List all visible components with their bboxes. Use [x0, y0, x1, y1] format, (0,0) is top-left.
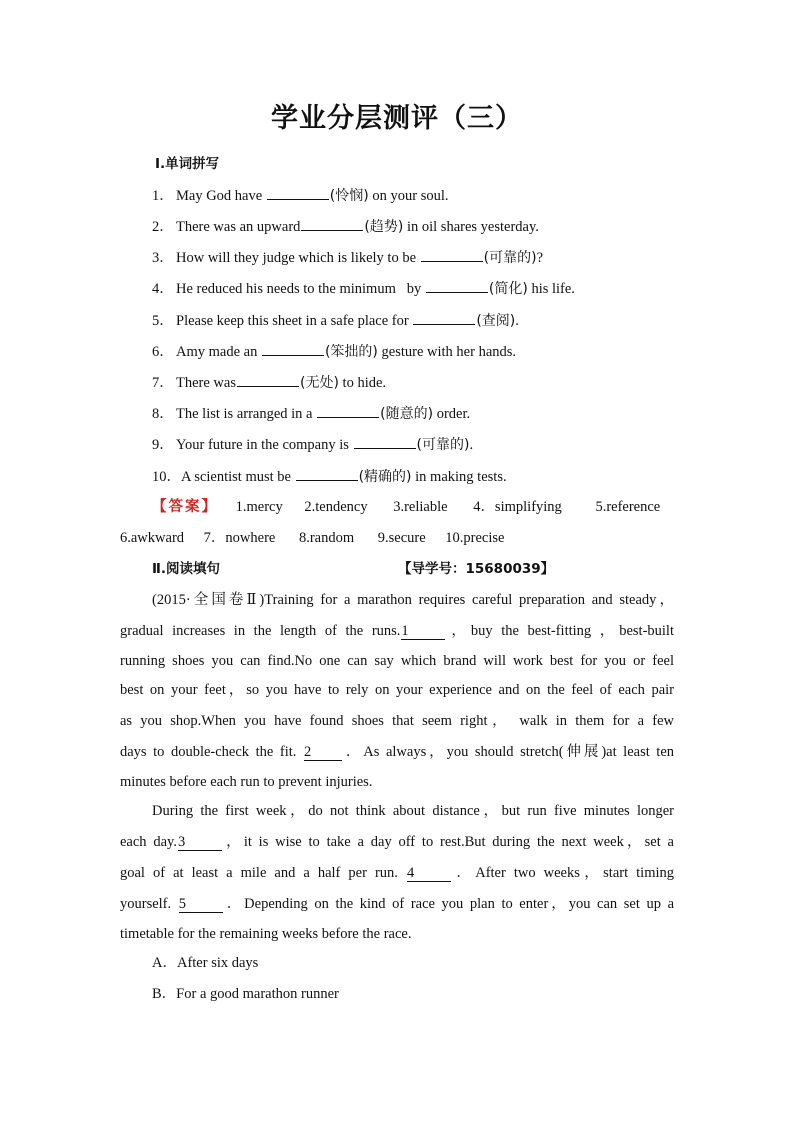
- answer-blank[interactable]: [237, 372, 299, 387]
- passage-text: ，buy the best-fitting ，best-built: [446, 623, 674, 639]
- word-item-2: [152, 216, 539, 237]
- item-number: 8．: [152, 406, 174, 422]
- passage-line: minutes before each run to prevent injuries.: [120, 774, 373, 790]
- passage-line: timetable for the remaining weeks before the race.: [120, 926, 412, 942]
- answer-blank[interactable]: [296, 466, 358, 481]
- word-item-1: [152, 185, 448, 206]
- passage-text: goal of at least a mile and a half per run.: [120, 865, 398, 881]
- item-text-before: He reduced his needs to the minimum by: [176, 281, 425, 297]
- passage-line: running shoes you can find.No one can say which brand will work best for you or feel: [120, 653, 674, 669]
- item-text-after: to hide.: [338, 375, 387, 391]
- answer-item: 8.random: [298, 530, 355, 546]
- answer-blank[interactable]: [317, 403, 379, 418]
- item-number: 4．: [152, 281, 174, 297]
- word-item-6: [152, 341, 516, 362]
- passage-text: ．Depending on the kind of race you plan to enter，you can set up a: [223, 896, 674, 912]
- item-number: 3．: [152, 250, 174, 266]
- word-item-3: [152, 247, 543, 268]
- answer-item: 3.reliable: [393, 499, 448, 515]
- item-text-before: The list is arranged in a: [176, 406, 317, 422]
- section1-heading: Ⅰ.单词拼写: [155, 156, 220, 172]
- blank-3[interactable]: 3: [178, 833, 222, 851]
- item-number: 2．: [152, 219, 174, 235]
- chinese-hint: (笨拙的): [324, 344, 378, 360]
- passage-line: [120, 621, 674, 641]
- answer-blank[interactable]: [301, 216, 363, 231]
- passage-text: ．After two weeks，start timing: [451, 865, 675, 881]
- item-text-after: gesture with her hands.: [377, 344, 517, 360]
- passage-line: [120, 863, 674, 883]
- item-text-after: ?: [536, 250, 544, 266]
- answer-item: 10.precise: [445, 530, 505, 546]
- word-item-9: [152, 434, 473, 455]
- blank-4[interactable]: 4: [407, 864, 451, 882]
- item-text-before: Please keep this sheet in a safe place for: [176, 313, 413, 329]
- chinese-hint: (随意的): [380, 406, 434, 422]
- page-title: 学业分层测评（三）: [271, 103, 523, 134]
- passage-text: ．As always，you should stretch(伸展)at least ten: [342, 744, 675, 760]
- chinese-hint: (可靠的): [416, 437, 470, 453]
- answer-tag: 【答案】: [152, 499, 218, 515]
- answer-blank[interactable]: [354, 434, 416, 449]
- passage-text: days to double-check the fit.: [120, 744, 297, 760]
- answer-blank[interactable]: [426, 278, 488, 293]
- answer-item: 6.awkward: [120, 530, 185, 546]
- item-text-after: in oil shares yesterday.: [403, 219, 539, 235]
- item-text-before: A scientist must be: [181, 469, 295, 485]
- item-number: 10．: [152, 469, 181, 485]
- passage-line: [120, 894, 674, 914]
- passage-line: as you shop.When you have found shoes that seem right， walk in them for a few: [120, 713, 674, 729]
- item-text-before: There was: [176, 375, 236, 391]
- answer-item: 2.tendency: [304, 499, 368, 515]
- word-item-8: [152, 403, 470, 424]
- answer-blank[interactable]: [262, 341, 324, 356]
- item-text-after: .: [515, 313, 519, 329]
- guide-number: 【导学号：15680039】: [398, 561, 555, 577]
- section2-heading: Ⅱ.阅读填句: [152, 561, 221, 577]
- passage-text: gradual increases in the length of the runs.: [120, 623, 401, 639]
- answer-item: 7．nowhere: [203, 530, 276, 546]
- chinese-hint: (趋势): [364, 219, 404, 235]
- answer-line-1: [152, 497, 660, 517]
- passage-text: each day.: [120, 834, 177, 850]
- item-text-before: Your future in the company is: [176, 437, 353, 453]
- item-text-after: order.: [433, 406, 471, 422]
- chinese-hint: (简化): [488, 281, 528, 297]
- item-text-after: his life.: [527, 281, 575, 297]
- word-item-10: [152, 466, 507, 487]
- passage-line: [120, 832, 674, 852]
- chinese-hint: (查阅): [476, 313, 516, 329]
- word-item-7: [152, 372, 386, 393]
- passage-line: [120, 742, 674, 762]
- blank-2[interactable]: 2: [304, 743, 342, 761]
- blank-1[interactable]: 1: [401, 622, 445, 640]
- answer-line-2: [120, 528, 504, 548]
- item-text-after: on your soul.: [368, 188, 449, 204]
- option-a: A．After six days: [152, 955, 259, 971]
- chinese-hint: (无处): [299, 375, 339, 391]
- item-number: 1．: [152, 188, 174, 204]
- item-number: 7．: [152, 375, 174, 391]
- passage-line: best on your feet，so you have to rely on your experience and on the feel of each pair: [120, 682, 674, 698]
- passage-line: (2015·全国卷Ⅱ)Training for a marathon requires careful preparation and steady，: [152, 592, 674, 608]
- item-text-after: in making tests.: [411, 469, 507, 485]
- item-number: 5．: [152, 313, 174, 329]
- item-text-before: May God have: [176, 188, 266, 204]
- answer-item: 9.secure: [377, 530, 426, 546]
- answer-blank[interactable]: [421, 247, 483, 262]
- item-number: 6．: [152, 344, 174, 360]
- chinese-hint: (可靠的): [483, 250, 537, 266]
- item-text-before: How will they judge which is likely to be: [176, 250, 420, 266]
- item-text-before: There was an upward: [176, 219, 301, 235]
- option-b: B．For a good marathon runner: [152, 986, 339, 1002]
- chinese-hint: (怜悯): [329, 188, 369, 204]
- word-item-4: [152, 278, 575, 299]
- answer-blank[interactable]: [267, 185, 329, 200]
- item-number: 9．: [152, 437, 174, 453]
- blank-5[interactable]: 5: [179, 895, 223, 913]
- passage-line: During the first week，do not think about distance，but run five minutes longer: [152, 803, 674, 819]
- answer-blank[interactable]: [413, 310, 475, 325]
- answer-item: 1.mercy: [235, 499, 283, 515]
- word-item-5: [152, 310, 519, 331]
- passage-text: yourself.: [120, 896, 172, 912]
- item-text-after: .: [469, 437, 474, 453]
- item-text-before: Amy made an: [176, 344, 261, 360]
- answer-item: 4．simplifying: [473, 499, 562, 515]
- answer-item: 5.reference: [595, 499, 661, 515]
- passage-text: ，it is wise to take a day off to rest.But during the next week，set a: [222, 834, 674, 850]
- chinese-hint: (精确的): [358, 469, 412, 485]
